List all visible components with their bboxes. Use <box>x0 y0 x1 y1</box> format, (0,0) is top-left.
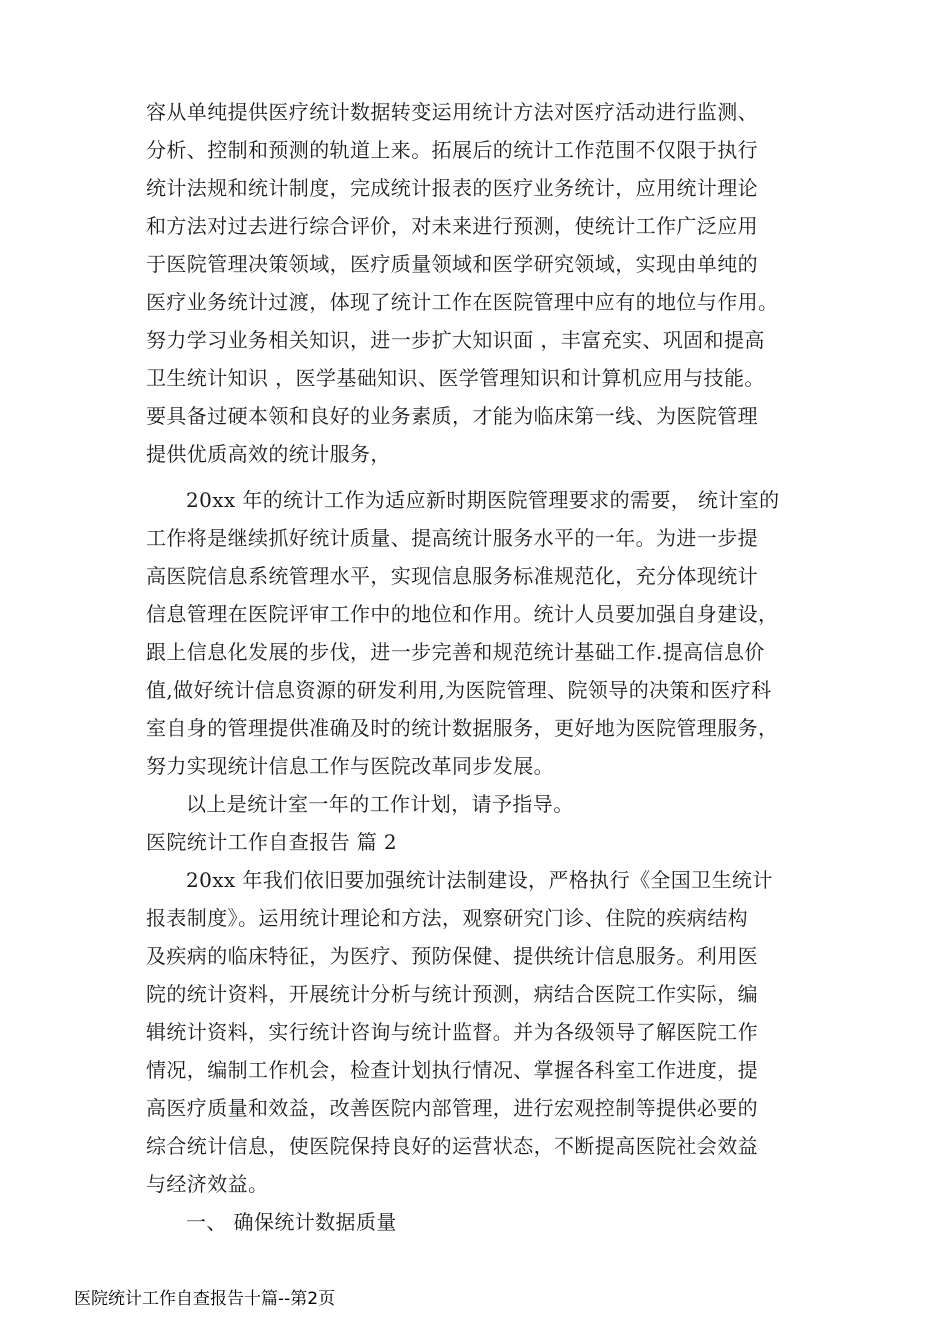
text-line: 努力学习业务相关知识，进一步扩大知识面 ，丰富充实、巩固和提高 <box>146 328 765 352</box>
paragraph-first-line: 20xx 年我们依旧要加强统计法制建设，严格执行《全国卫生统计 <box>186 868 773 892</box>
section-heading: 医院统计工作自查报告 篇 2 <box>146 830 398 854</box>
text-line: 值,做好统计信息资源的研发利用,为医院管理、院领导的决策和医疗科 <box>146 678 772 702</box>
closing-line: 以上是统计室一年的工作计划，请予指导。 <box>186 792 574 816</box>
text-line: 容从单纯提供医疗统计数据转变运用统计方法对医疗活动进行监测、 <box>146 100 758 124</box>
text-line: 统计法规和统计制度，完成统计报表的医疗业务统计，应用统计理论 <box>146 176 758 200</box>
text-line: 医疗业务统计过渡，体现了统计工作在医院管理中应有的地位与作用。 <box>146 290 779 314</box>
text-line: 提供优质高效的统计服务， <box>146 442 391 466</box>
text-line: 卫生统计知识 ，医学基础知识、医学管理知识和计算机应用与技能。 <box>146 366 765 390</box>
subsection-heading: 一、 确保统计数据质量 <box>186 1210 397 1234</box>
text-line: 高医疗质量和效益，改善医院内部管理，进行宏观控制等提供必要的 <box>146 1096 758 1120</box>
page-footer: 医院统计工作自查报告十篇--第2页 <box>74 1289 336 1309</box>
text-line: 室自身的管理提供准确及时的统计数据服务，更好地为医院管理服务， <box>146 716 779 740</box>
text-line: 辑统计资料，实行统计咨询与统计监督。并为各级领导了解医院工作 <box>146 1020 758 1044</box>
text-line: 与经济效益。 <box>146 1172 269 1196</box>
text-line: 高医院信息系统管理水平，实现信息服务标准规范化，充分体现统计 <box>146 564 758 588</box>
text-line: 分析、控制和预测的轨道上来。拓展后的统计工作范围不仅限于执行 <box>146 138 758 162</box>
text-line: 努力实现统计信息工作与医院改革同步发展。 <box>146 754 554 778</box>
text-line: 院的统计资料，开展统计分析与统计预测，病结合医院工作实际，编 <box>146 982 758 1006</box>
text-line: 要具备过硬本领和良好的业务素质，才能为临床第一线、为医院管理 <box>146 404 758 428</box>
text-line: 于医院管理决策领域，医疗质量领域和医学研究领域，实现由单纯的 <box>146 252 758 276</box>
text-line: 综合统计信息，使医院保持良好的运营状态，不断提高医院社会效益 <box>146 1134 758 1158</box>
text-line: 信息管理在医院评审工作中的地位和作用。统计人员要加强自身建设， <box>146 602 779 626</box>
text-line: 情况，编制工作机会，检查计划执行情况、掌握各科室工作进度，提 <box>146 1058 758 1082</box>
text-line: 跟上信息化发展的步伐，进一步完善和规范统计基础工作.提高信息价 <box>146 640 765 664</box>
paragraph-first-line: 20xx 年的统计工作为适应新时期医院管理要求的需要， 统计室的 <box>186 488 780 512</box>
text-line: 及疾病的临床特征，为医疗、预防保健、提供统计信息服务。利用医 <box>146 944 758 968</box>
text-line: 报表制度》。运用统计理论和方法，观察研究门诊、住院的疾病结构 <box>146 906 748 930</box>
text-line: 和方法对过去进行综合评价，对未来进行预测，使统计工作广泛应用 <box>146 214 758 238</box>
text-line: 工作将是继续抓好统计质量、提高统计服务水平的一年。为进一步提 <box>146 526 758 550</box>
